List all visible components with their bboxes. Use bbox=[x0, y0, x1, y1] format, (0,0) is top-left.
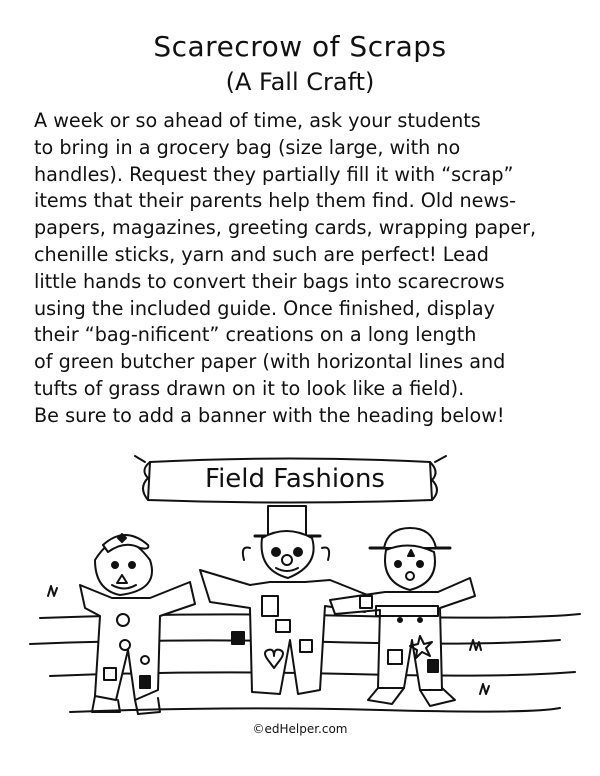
instructions-line: papers, magazines, greeting cards, wrapping paper, bbox=[34, 216, 537, 240]
instructions-line: items that their parents help them find. Old news- bbox=[34, 189, 517, 213]
banner-heading: Field Fashions bbox=[205, 464, 385, 494]
page-title: Scarecrow of Scraps bbox=[153, 30, 447, 63]
scarecrow-left bbox=[80, 534, 195, 714]
instructions-line: to bring in a grocery bag (size large, with no bbox=[34, 135, 461, 159]
instructions-line: of green butcher paper (with horizontal lines and bbox=[34, 350, 506, 374]
instructions-line: chenille sticks, yarn and such are perfect! Lead bbox=[34, 242, 489, 266]
instructions-line: A week or so ahead of time, ask your students bbox=[34, 109, 481, 132]
instructions-line: using the included guide. Once finished, display bbox=[34, 296, 495, 320]
instructions-line: little hands to convert their bags into scarecrows bbox=[34, 269, 505, 293]
instructions-line: Be sure to add a banner with the heading below! bbox=[34, 403, 505, 427]
instructions-line: their “bag-nificent” creations on a long length bbox=[34, 323, 477, 347]
copyright-text: ©edHelper.com bbox=[252, 722, 348, 736]
page-subtitle: (A Fall Craft) bbox=[225, 68, 375, 96]
instructions-line: handles). Request they partially fill it with “scrap” bbox=[34, 162, 514, 186]
instructions-line: tufts of grass drawn on it to look like a field). bbox=[34, 376, 465, 400]
